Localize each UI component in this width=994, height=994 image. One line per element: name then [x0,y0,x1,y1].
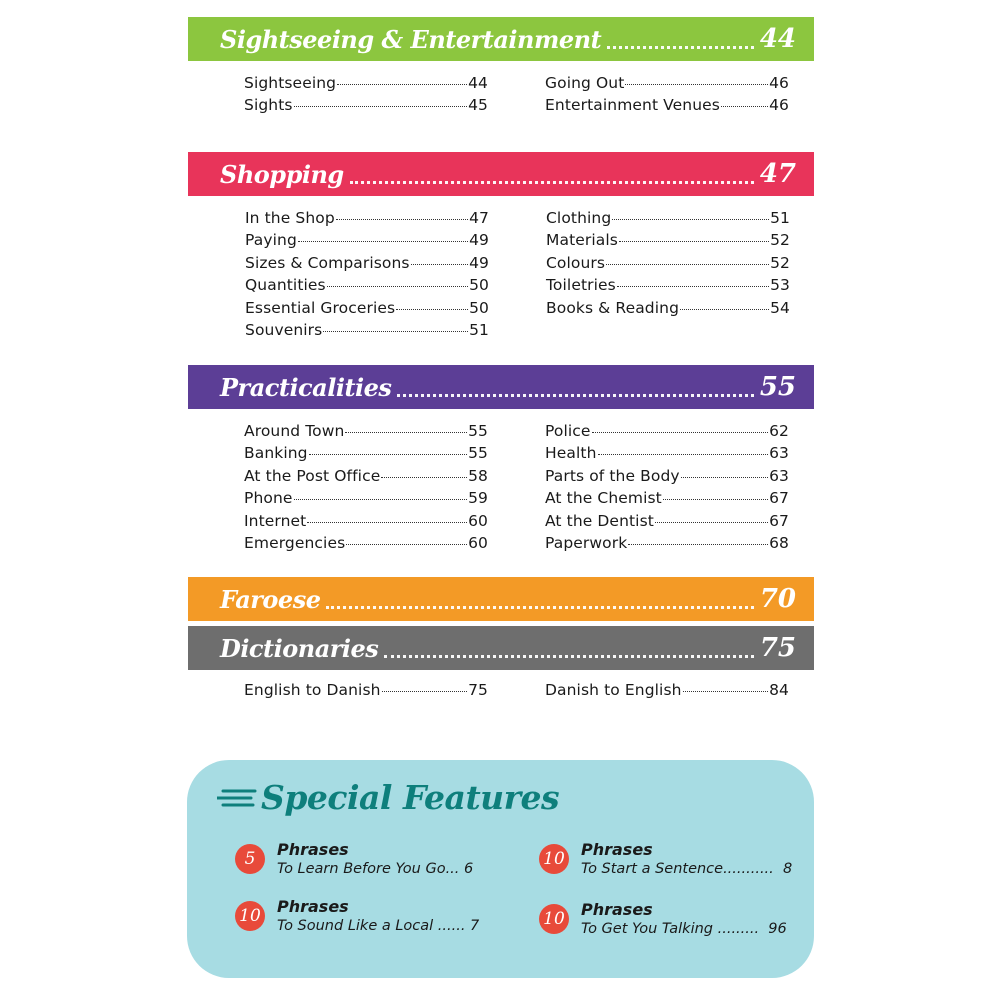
section-header-faroese[interactable] [188,577,814,621]
entry-label: Banking [244,444,308,463]
dot-leader [617,286,769,287]
entry-page: 49 [469,231,489,250]
section-page: 47 [759,159,796,189]
section-page: 70 [759,584,796,614]
section-title: Faroese [220,584,321,614]
special-features-title: Special Features [261,778,560,817]
entry-page: 45 [468,96,488,115]
toc-entry[interactable] [244,467,488,489]
section-header-shopping[interactable] [188,152,814,196]
entry-page: 49 [469,253,489,272]
dot-leader [628,544,768,545]
dot-leader [598,454,769,455]
toc-entry[interactable] [244,74,488,96]
feature-heading: Phrases [277,897,349,916]
dot-leader [326,606,753,609]
dot-leader [384,655,754,658]
entries-right [545,422,789,556]
number-badge: 10 [539,844,569,874]
feature-heading: Phrases [277,840,349,859]
toc-entry[interactable] [546,299,790,321]
dot-leader [411,264,468,265]
entries-left [244,681,488,703]
entry-label: Sizes & Comparisons [245,253,410,272]
feature-item[interactable] [539,900,787,939]
entries-right [545,74,789,119]
special-features-header [217,778,559,817]
entry-page: 63 [769,444,789,463]
dot-leader [663,499,768,500]
dot-leader [683,691,769,692]
dot-leader [336,219,468,220]
feature-subtitle: To Start a Sentence........... 8 [581,861,793,877]
entries-right [546,209,790,321]
entry-label: Phone [244,489,293,508]
entry-page: 44 [468,74,488,92]
number-badge: 10 [235,901,265,931]
dot-leader [345,432,467,433]
feature-heading: Phrases [581,840,653,859]
dot-leader [606,264,769,265]
entry-label: Internet [244,511,307,530]
dot-leader [680,309,769,310]
feature-item[interactable] [235,840,473,879]
entry-label: At the Post Office [244,466,381,485]
section-page: 75 [759,633,796,663]
entry-label: Quantities [245,276,326,295]
entry-label: Going Out [545,74,625,92]
entry-page: 50 [469,298,489,317]
feature-item[interactable] [539,840,792,879]
entry-page: 68 [769,533,789,552]
toc-entry[interactable] [245,231,489,253]
section-header-dictionaries[interactable] [188,626,814,670]
entry-label: Toiletries [546,276,616,295]
entry-page: 52 [770,253,790,272]
entry-label: Sights [244,96,293,115]
entry-page: 67 [769,511,789,530]
speed-lines-icon [217,783,257,813]
dot-leader [382,691,468,692]
entries-left [244,422,488,556]
toc-entry[interactable] [545,96,789,118]
dot-leader [350,181,754,184]
toc-entry[interactable] [245,254,489,276]
section-title: Practicalities [220,372,392,402]
dot-leader [327,286,468,287]
entry-page: 58 [468,466,488,485]
feature-item[interactable] [235,897,479,936]
feature-subtitle: To Learn Before You Go... 6 [277,861,474,877]
entry-label: English to Danish [244,681,381,699]
entry-label: Souvenirs [245,320,323,339]
entry-page: 46 [769,96,789,115]
entry-label: Materials [546,231,618,250]
dot-leader [397,394,753,397]
section-page: 44 [759,24,796,54]
entry-label: Paperwork [545,533,628,552]
dot-leader [298,241,468,242]
entry-label: Danish to English [545,681,682,699]
entry-label: Police [545,422,591,440]
number-badge: 5 [235,844,265,874]
entry-page: 55 [468,444,488,463]
toc-entry[interactable] [545,489,789,511]
entry-label: At the Chemist [545,489,662,508]
entry-label: Books & Reading [546,298,680,317]
toc-entry[interactable] [545,534,789,556]
dot-leader [592,432,769,433]
entries-left [244,74,488,119]
entry-label: Sightseeing [244,74,337,92]
toc-entry[interactable] [244,512,488,534]
entry-label: Colours [546,253,606,272]
feature-subtitle: To Get You Talking ......... 96 [581,921,787,937]
section-header-practicalities[interactable] [188,365,814,409]
dot-leader [323,331,468,332]
entry-label: At the Dentist [545,511,654,530]
toc-entry[interactable] [545,422,789,444]
entry-label: Essential Groceries [245,298,396,317]
toc-entry[interactable] [244,681,488,703]
entry-page: 52 [770,231,790,250]
toc-entry[interactable] [244,96,488,118]
feature-heading: Phrases [581,900,653,919]
toc-entry[interactable] [545,681,789,703]
toc-entry[interactable] [244,422,488,444]
section-title: Sightseeing & Entertainment [220,24,602,54]
entry-label: Entertainment Venues [545,96,720,115]
toc-entry[interactable] [244,534,488,556]
entry-label: Health [545,444,597,463]
entries-left [245,209,489,343]
dot-leader [294,499,468,500]
dot-leader [655,522,768,523]
dot-leader [619,241,769,242]
section-title: Dictionaries [220,633,379,663]
dot-leader [625,84,768,85]
dot-leader [721,106,768,107]
dot-leader [294,106,468,107]
section-title: Shopping [220,159,344,189]
feature-subtitle: To Sound Like a Local ...... 7 [277,918,480,934]
entry-label: Emergencies [244,533,346,552]
toc-entry[interactable] [245,209,489,231]
toc-entry[interactable] [245,299,489,321]
entry-page: 47 [469,209,489,227]
dot-leader [681,477,768,478]
number-badge: 10 [539,904,569,934]
entry-page: 84 [769,681,789,699]
toc-entry[interactable] [546,209,790,231]
entry-page: 51 [469,320,489,339]
entry-page: 53 [770,276,790,295]
toc-entry[interactable] [245,321,489,343]
toc-entry[interactable] [244,444,488,466]
entry-label: Around Town [244,422,345,440]
toc-entry[interactable] [546,231,790,253]
toc-entry[interactable] [546,254,790,276]
entry-page: 46 [769,74,789,92]
dot-leader [307,522,467,523]
toc-entry[interactable] [245,276,489,298]
entry-page: 60 [468,511,488,530]
entries-right [545,681,789,703]
entry-page: 63 [769,466,789,485]
entry-label: Parts of the Body [545,466,680,485]
dot-leader [381,477,467,478]
toc-entry[interactable] [244,489,488,511]
section-page: 55 [759,372,796,402]
entry-label: Clothing [546,209,612,227]
dot-leader [396,309,468,310]
dot-leader [337,84,467,85]
toc-entry[interactable] [545,467,789,489]
entry-page: 51 [770,209,790,227]
toc-entry[interactable] [545,74,789,96]
entry-page: 50 [469,276,489,295]
toc-entry[interactable] [545,444,789,466]
special-features-box [187,760,814,978]
entry-label: In the Shop [245,209,335,227]
entry-page: 62 [769,422,789,440]
dot-leader [346,544,467,545]
entry-page: 59 [468,489,488,508]
entry-page: 54 [770,298,790,317]
toc-entry[interactable] [546,276,790,298]
entry-label: Paying [245,231,297,250]
entry-page: 60 [468,533,488,552]
entry-page: 55 [468,422,488,440]
toc-entry[interactable] [545,512,789,534]
entry-page: 75 [468,681,488,699]
section-header-sightseeing[interactable] [188,17,814,61]
dot-leader [607,46,754,49]
dot-leader [309,454,467,455]
entry-page: 67 [769,489,789,508]
dot-leader [612,219,769,220]
